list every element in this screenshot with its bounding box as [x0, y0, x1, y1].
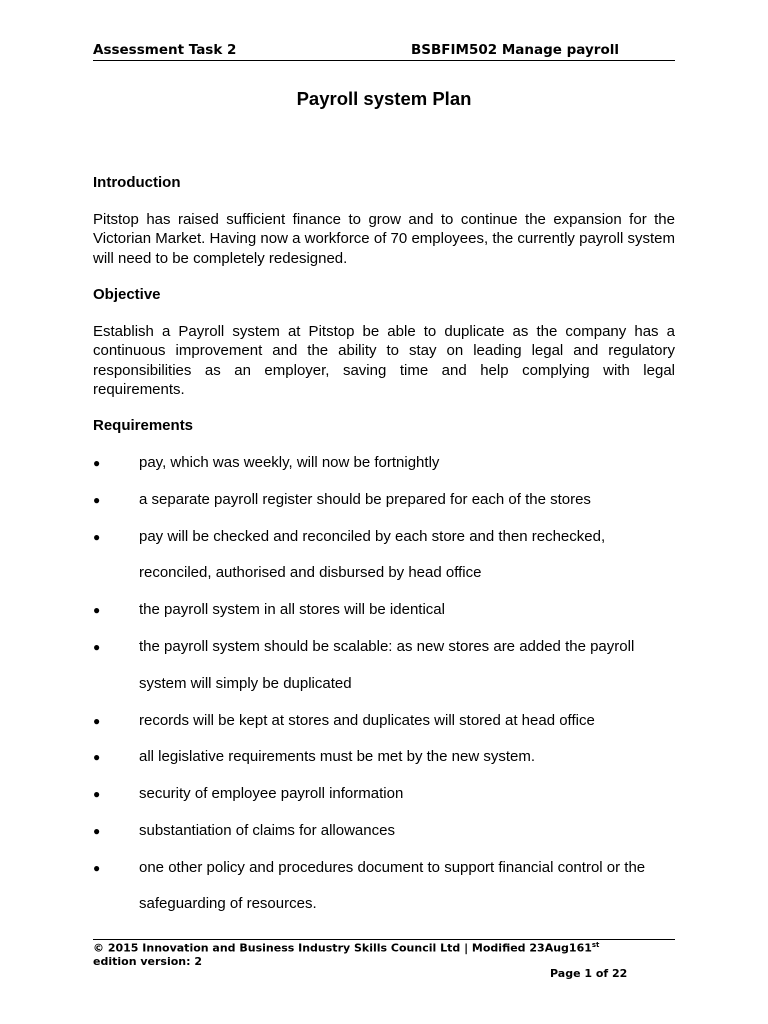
requirement-text: pay will be checked and reconciled by each store and then rechecked,: [139, 528, 606, 545]
requirement-continuation: [93, 894, 675, 914]
requirement-text: security of employee payroll information: [139, 785, 404, 802]
requirement-text: all legislative requirements must be met by the new system.: [139, 748, 535, 765]
page-label: Page 1 of: [550, 967, 613, 980]
page-header: [93, 40, 675, 61]
introduction-paragraph: Pitstop has raised sufficient finance to grow and to continue the expansion for the Victorian Market. Having now a workforce of 70 employees, the currently payroll system will need to be completely redesigned.: [93, 211, 675, 267]
requirement-item: [93, 711, 675, 731]
document-title: Payroll system Plan: [296, 88, 472, 109]
requirement-text: pay, which was weekly, will now be fortnightly: [139, 454, 440, 471]
bullet-icon: ●: [93, 603, 101, 617]
requirement-item: [93, 490, 675, 510]
requirement-item: [93, 453, 675, 473]
requirement-text: reconciled, authorised and disbursed by head office: [139, 564, 482, 581]
page-number: [550, 967, 627, 980]
requirement-continuation: [93, 563, 675, 583]
footer-edition: edition version: 2: [93, 955, 202, 968]
bullet-icon: ●: [93, 493, 101, 507]
bullet-icon: ●: [93, 787, 101, 801]
requirement-item: [93, 858, 675, 878]
header-task-label: Assessment Task 2: [93, 42, 237, 58]
requirement-text: a separate payroll register should be prepared for each of the stores: [139, 491, 591, 508]
objective-paragraph: Establish a Payroll system at Pitstop be able to duplicate as the company has a continuous improvement and the ability to stay on leading legal and regulatory responsibilities as an employer, saving time and help complying with legal requirements.: [93, 323, 675, 398]
edition-superscript: st: [591, 941, 600, 949]
requirement-text: safeguarding of resources.: [139, 895, 317, 912]
requirement-text: one other policy and procedures document to support financial control or the: [139, 859, 646, 876]
bullet-icon: ●: [93, 824, 101, 838]
bullet-icon: ●: [93, 750, 101, 764]
bullet-icon: ●: [93, 640, 101, 654]
requirement-item: [93, 821, 675, 841]
requirement-text: records will be kept at stores and duplicates will stored at head office: [139, 712, 595, 729]
requirement-item: [93, 527, 675, 547]
bullet-icon: ●: [93, 530, 101, 544]
requirement-text: system will simply be duplicated: [139, 675, 352, 692]
requirement-continuation: [93, 674, 675, 694]
footer-divider: [93, 939, 675, 940]
requirement-item: [93, 600, 675, 620]
requirement-text: substantiation of claims for allowances: [139, 822, 395, 839]
bullet-icon: ●: [93, 861, 101, 875]
bullet-icon: ●: [93, 456, 101, 470]
requirement-text: the payroll system should be scalable: as new stores are added the payroll: [139, 638, 635, 655]
requirement-text: the payroll system in all stores will be identical: [139, 601, 445, 618]
copyright-text: © 2015 Innovation and Business Industry Skills Council Ltd | Modified 23Aug161: [93, 941, 592, 955]
requirement-item: [93, 784, 675, 804]
header-unit-label: BSBFIM502 Manage payroll: [411, 42, 619, 58]
page-total: 22: [612, 967, 628, 980]
requirement-item: [93, 637, 675, 657]
requirements-heading: Requirements: [93, 417, 194, 434]
footer-copyright: [93, 941, 599, 955]
introduction-heading: Introduction: [93, 174, 181, 191]
bullet-icon: ●: [93, 714, 101, 728]
objective-heading: Objective: [93, 286, 161, 303]
requirement-item: [93, 747, 675, 767]
